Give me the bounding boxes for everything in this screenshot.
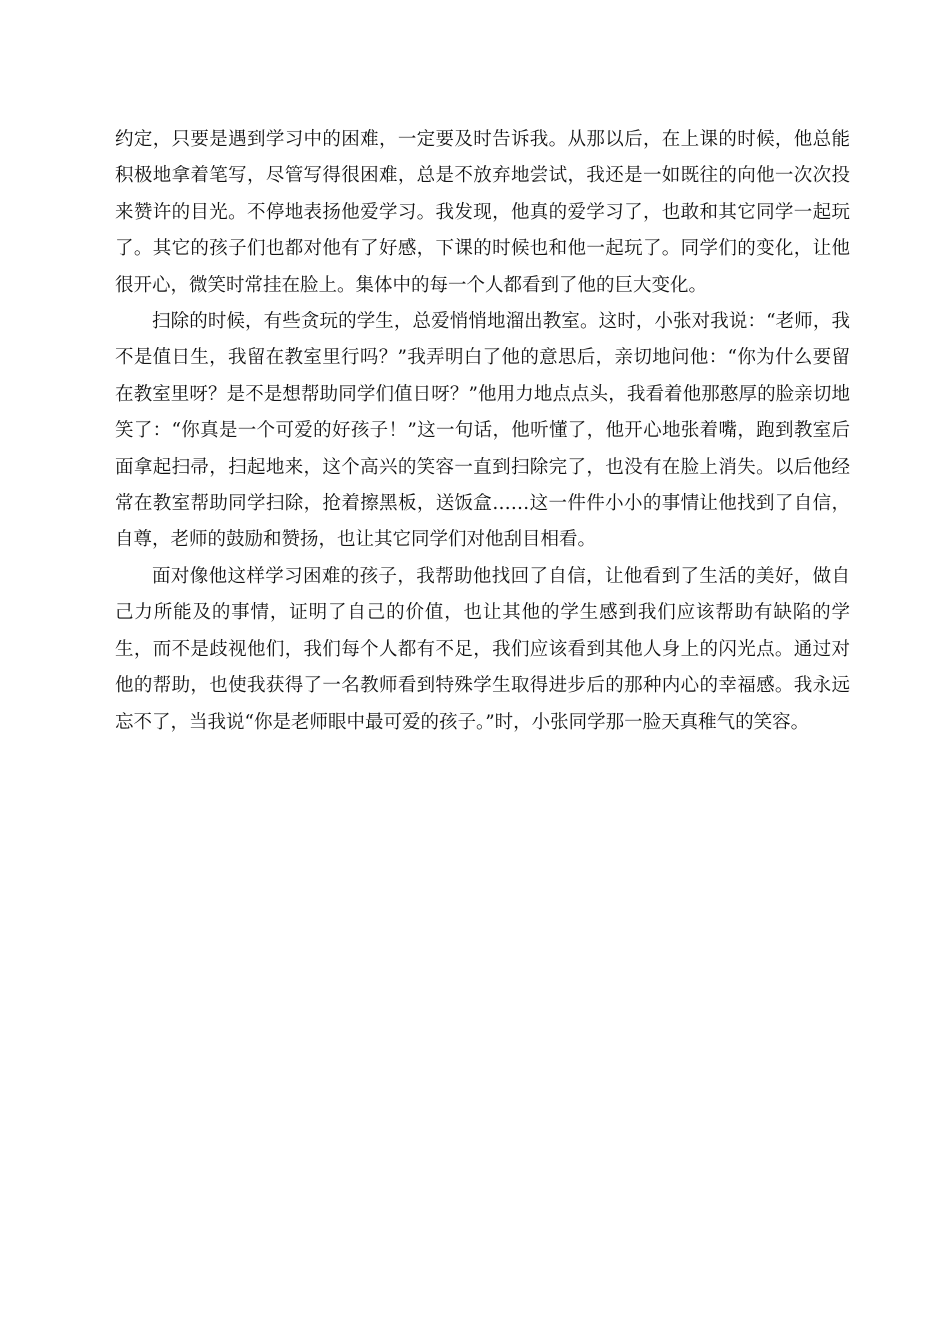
paragraph-continuation: 约定，只要是遇到学习中的困难，一定要及时告诉我。从那以后，在上课的时候，他总能积极地拿着笔写，尽管写得很困难，总是不放弃地尝试，我还是一如既往的向他一次次投来赞许的目光。不停地表扬他爱学习。我发现，他真的爱学习了，也敢和其它同学一起玩了。其它的孩子们也都对他有了好感，下课的时候也和他一起玩了。同学们的变化，让他很开心，微笑时常挂在脸上。集体中的每一个人都看到了他的巨大变化。 [115,129,850,296]
document-body [115,122,850,741]
paragraph-reflection: 面对像他这样学习困难的孩子，我帮助他找回了自信，让他看到了生活的美好，做自己力所能及的事情，证明了自己的价值，也让其他的学生感到我们应该帮助有缺陷的学生，而不是歧视他们，我们每个人都有不足，我们应该看到其他人身上的闪光点。通过对他的帮助，也使我获得了一名教师看到特殊学生取得进步后的那种内心的幸福感。我永远忘不了，当我说“你是老师眼中最可爱的孩子。”时，小张同学那一脸天真稚气的笑容。 [115,565,850,733]
paragraph-cleaning-story: 扫除的时候，有些贪玩的学生，总爱悄悄地溜出教室。这时，小张对我说：“老师，我不是值日生，我留在教室里行吗？”我弄明白了他的意思后，亲切地问他：“你为什么要留在教室里呀？是不是想帮助同学们值日呀？”他用力地点点头，我看着他那憨厚的脸亲切地笑了：“你真是一个可爱的好孩子！”这一句话，他听懂了，他开心地张着嘴，跑到教室后面拿起扫帚，扫起地来，这个高兴的笑容一直到扫除完了，也没有在脸上消失。以后他经常在教室帮助同学扫除，抢着擦黑板，送饭盒……这一件件小小的事情让他找到了自信，自尊，老师的鼓励和赞扬，也让其它同学们对他刮目相看。 [115,311,850,551]
